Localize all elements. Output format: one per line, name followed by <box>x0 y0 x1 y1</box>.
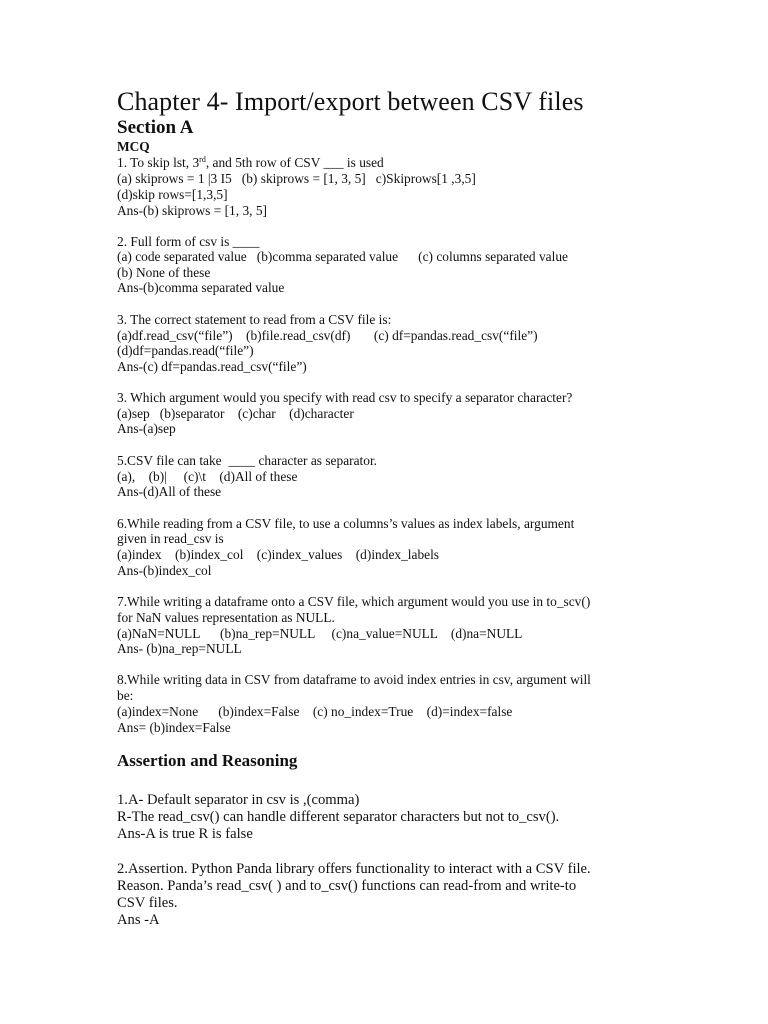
q4-answer: Ans-(a)sep <box>117 421 176 436</box>
q7-question: 7.While writing a dataframe onto a CSV file, which argument would you use in to_scv() <box>117 594 591 609</box>
ar2-assertion: 2.Assertion. Python Panda library offers functionality to interact with a CSV file. <box>117 861 591 877</box>
mcq-label: MCQ <box>117 139 150 154</box>
q5-question: 5.CSV file can take ____ character as separator. <box>117 453 378 468</box>
q6-answer: Ans-(b)index_col <box>117 563 212 578</box>
q2-options: (a) code separated value (b)comma separated value (c) columns separated value <box>117 249 568 264</box>
q4-question: 3. Which argument would you specify with read csv to specify a separator character? <box>117 390 573 405</box>
ar2-reason: Reason. Panda’s read_csv( ) and to_csv() functions can read-from and write-to <box>117 878 577 894</box>
ar1-answer: Ans-A is true R is false <box>117 826 253 842</box>
ar2-answer: Ans -A <box>117 912 160 928</box>
q1-question: 1. To skip lst, 3rd, and 5th row of CSV ___ is used <box>117 155 384 170</box>
q6-options: (a)index (b)index_col (c)index_values (d)index_labels <box>117 547 440 562</box>
assertion-heading: Assertion and Reasoning <box>117 751 298 770</box>
ar1-reason: R-The read_csv() can handle different separator characters but not to_csv(). <box>117 809 560 825</box>
q3-answer: Ans-(c) df=pandas.read_csv(“file”) <box>117 359 307 374</box>
q5-options: (a), (b)| (c)\t (d)All of these <box>117 469 298 484</box>
q2-question: 2. Full form of csv is ____ <box>117 234 260 249</box>
q3-options-cont: (d)df=pandas.read(“file”) <box>117 343 254 358</box>
q6-question: 6.While reading from a CSV file, to use a columns’s values as index labels, argument <box>117 516 575 531</box>
q8-answer: Ans= (b)index=False <box>117 720 231 735</box>
section-heading: Section A <box>117 117 194 138</box>
q2-answer: Ans-(b)comma separated value <box>117 280 285 295</box>
chapter-title: Chapter 4- Import/export between CSV files <box>117 87 584 116</box>
q3-question: 3. The correct statement to read from a CSV file is: <box>117 312 392 327</box>
q8-question: 8.While writing data in CSV from dataframe to avoid index entries in csv, argument will <box>117 672 591 687</box>
q5-answer: Ans-(d)All of these <box>117 484 222 499</box>
q4-options: (a)sep (b)separator (c)char (d)character <box>117 406 354 421</box>
q6-question-cont: given in read_csv is <box>117 531 224 546</box>
q2-options-cont: (b) None of these <box>117 265 211 280</box>
q8-question-cont: be: <box>117 688 134 703</box>
ar1-assertion: 1.A- Default separator in csv is ,(comma) <box>117 792 360 808</box>
q7-options: (a)NaN=NULL (b)na_rep=NULL (c)na_value=NULL (d)na=NULL <box>117 626 523 641</box>
q1-options-cont: (d)skip rows=[1,3,5] <box>117 187 228 202</box>
q8-options: (a)index=None (b)index=False (c) no_index=True (d)=index=false <box>117 704 513 719</box>
q3-options: (a)df.read_csv(“file”) (b)file.read_csv(df) (c) df=pandas.read_csv(“file”) <box>117 328 538 343</box>
q7-question-cont: for NaN values representation as NULL. <box>117 610 335 625</box>
q7-answer: Ans- (b)na_rep=NULL <box>117 641 242 656</box>
q1-options: (a) skiprows = 1 |3 I5 (b) skiprows = [1, 3, 5] c)Skiprows[1 ,3,5] <box>117 171 476 186</box>
q1-answer: Ans-(b) skiprows = [1, 3, 5] <box>117 203 267 218</box>
ar2-reason-cont: CSV files. <box>117 895 178 911</box>
